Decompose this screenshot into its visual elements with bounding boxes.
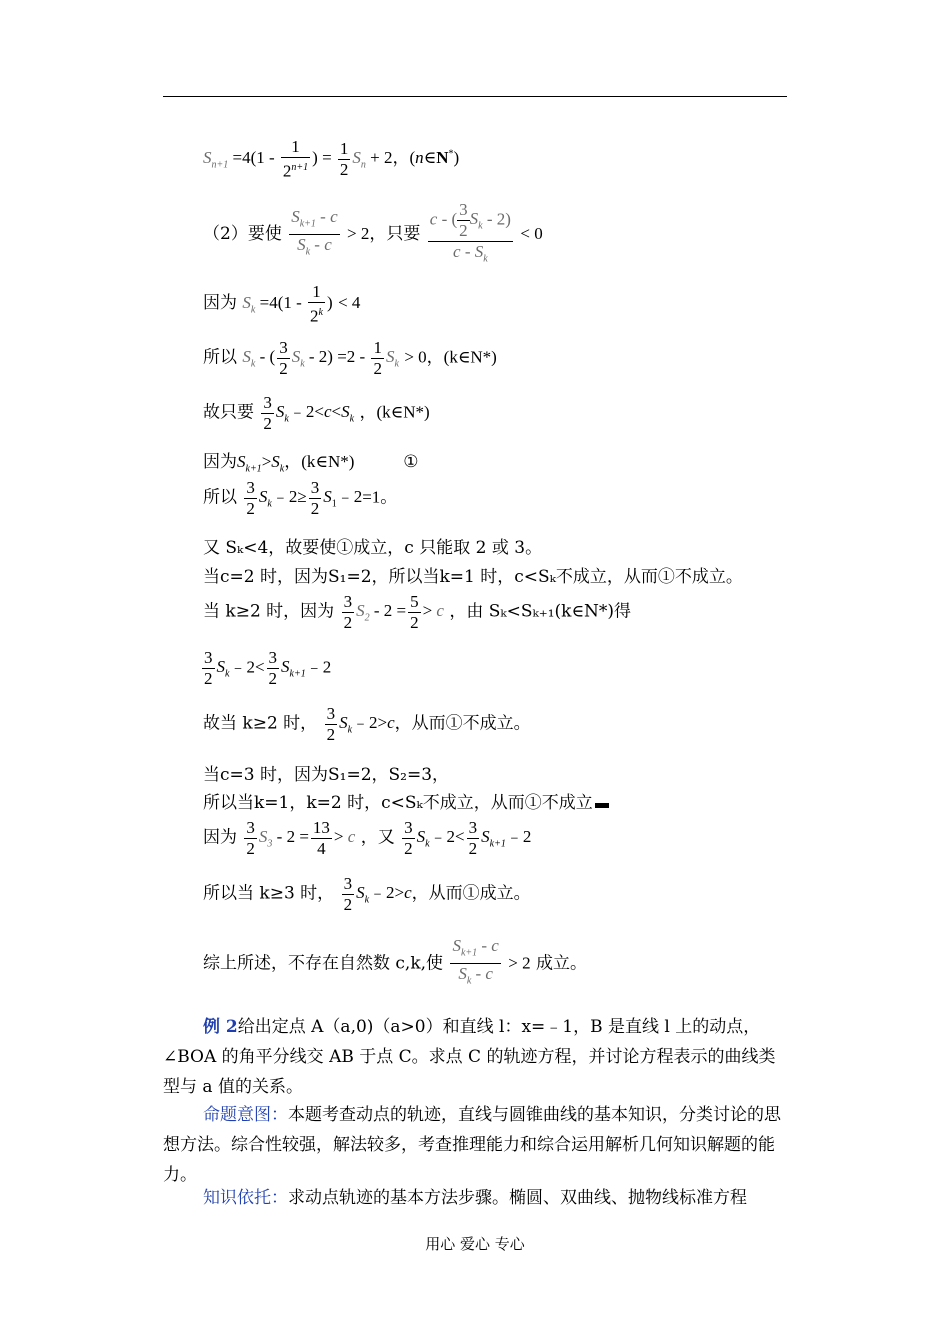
text-k-in-n: ，(k∈N*) (359, 402, 430, 422)
intent-text: 本题考查动点的轨迹，直线与圆锥曲线的基本知识，分类讨论的思想方法。综合性较强，解法较多，考查推理能力和综合运用解析几何知识解题的能力。 (163, 1105, 781, 1185)
header-rule (163, 96, 787, 97)
page-footer: 用心 爱心 专心 (425, 1235, 525, 1253)
line-sk-lt4: 又 Sₖ<4，故要使①成立，c 只能取 2 或 3。 (203, 538, 543, 558)
inequality-line: $\frac{3}{2}$ $S_k﹣2<$ $\frac{3}{2}$ $S_{k+1}﹣2$ (204, 648, 332, 688)
circled-one: ① (403, 452, 419, 472)
because-sk-line: 因为 $S_k =4(1$ - $\frac{1}{2^k}$ ) < 4 (203, 282, 361, 326)
example-2 (163, 1012, 787, 1102)
text-eq1: =1。 (362, 487, 398, 507)
line-k-ge3: 所以当 k≥3 时， $\frac{3}{2}$ $S_k﹣2>c$，从而①成立。 (203, 874, 531, 914)
text-gudang: 故当 k≥2 时， (203, 713, 318, 734)
text-summary: 综上所述，不存在自然数 c,k,使 (203, 953, 444, 974)
text-lt4: < 4 (338, 293, 361, 313)
text-you-sk: ，由 Sₖ<Sₖ₊₁(k∈N*)得 (449, 601, 632, 622)
basis-label: 知识依托： (203, 1188, 288, 1208)
line-k-ge2: 当 k≥2 时，因为 $\frac{3}{2}$ $S_2 - 2$ = $\frac{5}{2}$ > c ，由 Sₖ<Sₖ₊₁(k∈N*)得 (203, 592, 632, 632)
line-c-eq3: 当c=3 时，因为S₁=2，S₂=3， (203, 765, 450, 785)
equation-sn1: $S_{n+1} =4(1$ - $\frac{1}{2^{n+1}}$ ) = $\frac{1}{2}$ $S_n + 2$，(n∈N*) (203, 137, 460, 181)
basis-paragraph (163, 1183, 787, 1213)
therefore-line-2: 所以 $\frac{3}{2}$ $S_k﹣2\ge$ $\frac{3}{2}$ $S_1﹣2=1$。 (203, 478, 398, 518)
basis-text: 求动点轨迹的基本方法步骤。椭圆、双曲线、抛物线标准方程 (288, 1188, 747, 1208)
example-label: 例 2 (203, 1017, 238, 1037)
text-holds: ，从而①成立。 (411, 883, 531, 904)
text-chengli: 成立。 (536, 953, 588, 974)
text-k-in-n-2: ，(k∈N*) (284, 452, 355, 471)
example-text: 给出定点 A（a,0)（a>0）和直线 l：x=﹣1，B 是直线 l 上的动点，∠BOA 的角平分线交 AB 于点 C。求点 C 的轨迹方程，并讨论方程表示的曲线类型与 a 值的关系。 (163, 1017, 776, 1097)
text-guzhiyao: 故只要 (203, 402, 254, 423)
intent-paragraph (163, 1100, 787, 1190)
text-yaoshi: （2）要使 (203, 224, 282, 245)
monotone-line: 因为$S_{k+1}>S_k$，(k∈N*) ① (203, 452, 419, 475)
intent-label: 命题意图： (203, 1105, 288, 1125)
line-c-eq2: 当c=2 时，因为S₁=2，所以当k=1 时，c<Sₖ不成立，从而①不成立。 (203, 567, 743, 587)
text-gt2-zhiyao: > 2，只要 (347, 224, 421, 244)
text-dang-k-ge2: 当 k≥2 时，因为 (203, 601, 335, 622)
line-k1-k2 (203, 788, 609, 813)
text-yinwei-2: 因为 (203, 452, 237, 472)
text-k-ge3: 所以当 k≥3 时， (203, 883, 335, 904)
text-gt0: > 0，(k∈N*) (404, 347, 497, 367)
text-suoyi: 所以 (203, 347, 237, 368)
text-you: ，又 (360, 827, 395, 848)
text-lt0: < 0 (520, 224, 543, 244)
line-s3: 因为 $\frac{3}{2}$ $S_3 - 2$ = $\frac{13}{4}$ > c ，又 $\frac{3}{2}$ $S_k﹣2<$ $\frac{3}{2}$ $S_{k+1}﹣2$ (203, 818, 532, 858)
text-not-hold: ，从而①不成立。 (394, 713, 531, 734)
only-need-line: 故只要 $\frac{3}{2}$ $S_k﹣2<c<S_k$ ，(k∈N*) (203, 393, 430, 433)
edit-mark (595, 803, 609, 808)
text-yinwei: 因为 (203, 293, 237, 314)
text-suoyi-2: 所以 (203, 487, 237, 508)
text-k1k2: 所以当k=1，k=2 时，c<Sₖ不成立，从而①不成立 (203, 793, 593, 813)
condition-line: （2）要使 $\frac{S_{k+1} - c}{S_k - c}$ > 2，只要 c - ( $\frac{3}{2}$ $S_k - 2$) c - $S_k$ < 0 (203, 200, 543, 265)
line-k-ge2-conclusion: 故当 k≥2 时， $\frac{3}{2}$ $S_k﹣2>c$，从而①不成立。 (203, 704, 531, 744)
therefore-line-1: 所以 $S_k$ - ( $\frac{3}{2}$ $S_k - 2) =2$ - $\frac{1}{2}$ $S_k > 0$，(k∈N*) (203, 338, 497, 378)
text-yinwei-3: 因为 (203, 827, 237, 848)
summary-line: 综上所述，不存在自然数 c,k,使 $\frac{S_{k+1} - c}{S_k - c}$ > 2 成立。 (203, 936, 588, 987)
